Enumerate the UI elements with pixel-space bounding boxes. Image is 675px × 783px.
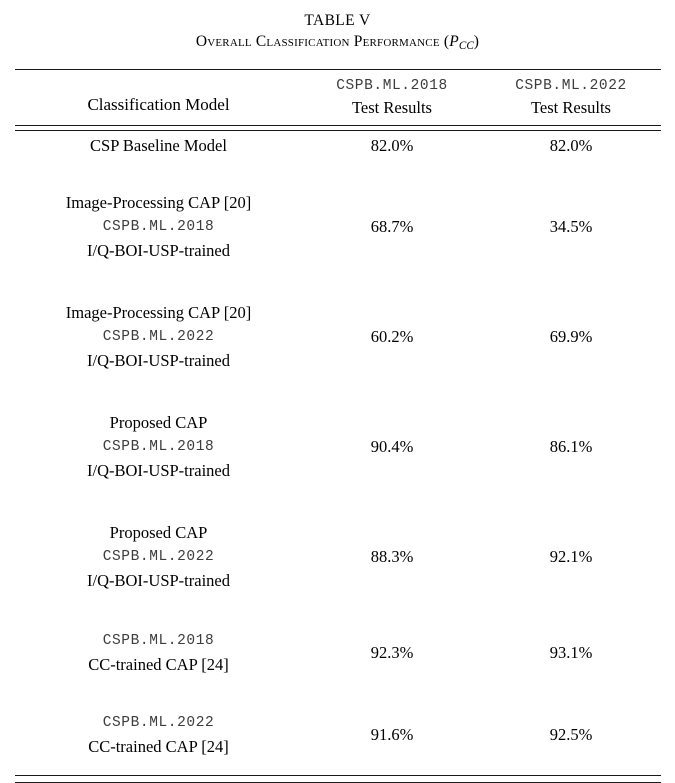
row-spacer-cell (15, 600, 661, 624)
row-value-2018: 88.3% (370, 547, 414, 567)
row-value-2018: 90.4% (370, 437, 414, 457)
spacer-tail-row (15, 764, 661, 776)
row-label-dataset: CSPB.ML.2022 (102, 549, 215, 566)
column-header-2018 (303, 70, 482, 126)
row-label-line: I/Q-BOI-USP-trained (87, 241, 230, 261)
metric-subscript: CC (458, 40, 474, 53)
results-table-wrapper (15, 57, 661, 783)
row-label-line: Proposed CAP (109, 523, 208, 543)
table-caption (0, 0, 675, 57)
row-spacer (15, 490, 661, 514)
table-row (15, 706, 661, 764)
table-head (15, 70, 661, 131)
row-spacer (15, 380, 661, 404)
column-header-2022 (482, 70, 661, 126)
table-foot (15, 764, 661, 783)
column-header-model: Classification Model (87, 95, 230, 115)
row-value-2022: 86.1% (549, 437, 593, 457)
table-row (15, 294, 661, 380)
header-row (15, 70, 661, 126)
row-label-cell (15, 706, 303, 764)
metric-symbol-letter: P (449, 33, 459, 50)
row-label-dataset: CSPB.ML.2018 (102, 219, 215, 236)
row-label-line: CSP Baseline Model (90, 135, 227, 155)
row-label-cell (15, 404, 303, 490)
row-spacer-cell (15, 270, 661, 294)
table-row (15, 624, 661, 682)
row-value-2018: 82.0% (370, 135, 414, 155)
row-label-line: I/Q-BOI-USP-trained (87, 461, 230, 481)
column-header-2018-dataset: CSPB.ML.2018 (336, 78, 448, 95)
row-label-line: CC-trained CAP [24] (88, 655, 229, 675)
table-row (15, 184, 661, 270)
row-value-2022: 93.1% (549, 643, 593, 663)
row-value-2022: 82.0% (549, 135, 593, 155)
row-value-2022: 92.5% (549, 725, 593, 745)
paren-open: ( (443, 33, 450, 50)
row-label-line: I/Q-BOI-USP-trained (87, 571, 230, 591)
table-row (15, 514, 661, 600)
row-spacer (15, 270, 661, 294)
row-spacer-cell (15, 490, 661, 514)
paren-close: ) (473, 33, 480, 50)
table-row (15, 131, 661, 161)
row-spacer (15, 682, 661, 706)
row-label-cell (15, 184, 303, 270)
table-title-text: Overall Classification Performance (195, 33, 440, 50)
row-label-dataset: CSPB.ML.2018 (102, 633, 215, 650)
row-label-cell (15, 131, 303, 161)
row-label-dataset: CSPB.ML.2022 (102, 715, 215, 732)
metric-symbol (449, 33, 474, 53)
row-label-line: Proposed CAP (109, 413, 208, 433)
row-label-dataset: CSPB.ML.2022 (102, 329, 215, 346)
row-label-cell (15, 624, 303, 682)
row-value-2018: 60.2% (370, 327, 414, 347)
row-label-cell (15, 294, 303, 380)
results-table (15, 69, 661, 783)
bottom-double-rule (15, 776, 661, 783)
row-spacer (15, 160, 661, 184)
table-row (15, 404, 661, 490)
row-label-line: CC-trained CAP [24] (88, 737, 229, 757)
row-spacer-cell (15, 682, 661, 706)
row-label-line: I/Q-BOI-USP-trained (87, 351, 230, 371)
table-title (0, 31, 675, 57)
row-value-2022: 92.1% (549, 547, 593, 567)
column-header-2022-dataset: CSPB.ML.2022 (515, 78, 627, 95)
row-value-2022: 34.5% (549, 217, 593, 237)
row-spacer (15, 600, 661, 624)
rule-bottom-row (15, 776, 661, 783)
row-label-line: Image-Processing CAP [20] (65, 193, 252, 213)
spacer-cell (15, 764, 661, 776)
row-spacer-cell (15, 380, 661, 404)
table-body (15, 131, 661, 765)
row-label-dataset: CSPB.ML.2018 (102, 439, 215, 456)
row-value-2018: 91.6% (370, 725, 414, 745)
row-label-cell (15, 514, 303, 600)
row-value-2018: 68.7% (370, 217, 414, 237)
row-value-2022: 69.9% (549, 327, 593, 347)
column-header-2018-sub: Test Results (352, 98, 432, 118)
table-number: TABLE V (304, 12, 371, 29)
column-header-2022-sub: Test Results (531, 98, 611, 118)
row-spacer-cell (15, 160, 661, 184)
row-label-line: Image-Processing CAP [20] (65, 303, 252, 323)
row-value-2018: 92.3% (370, 643, 414, 663)
